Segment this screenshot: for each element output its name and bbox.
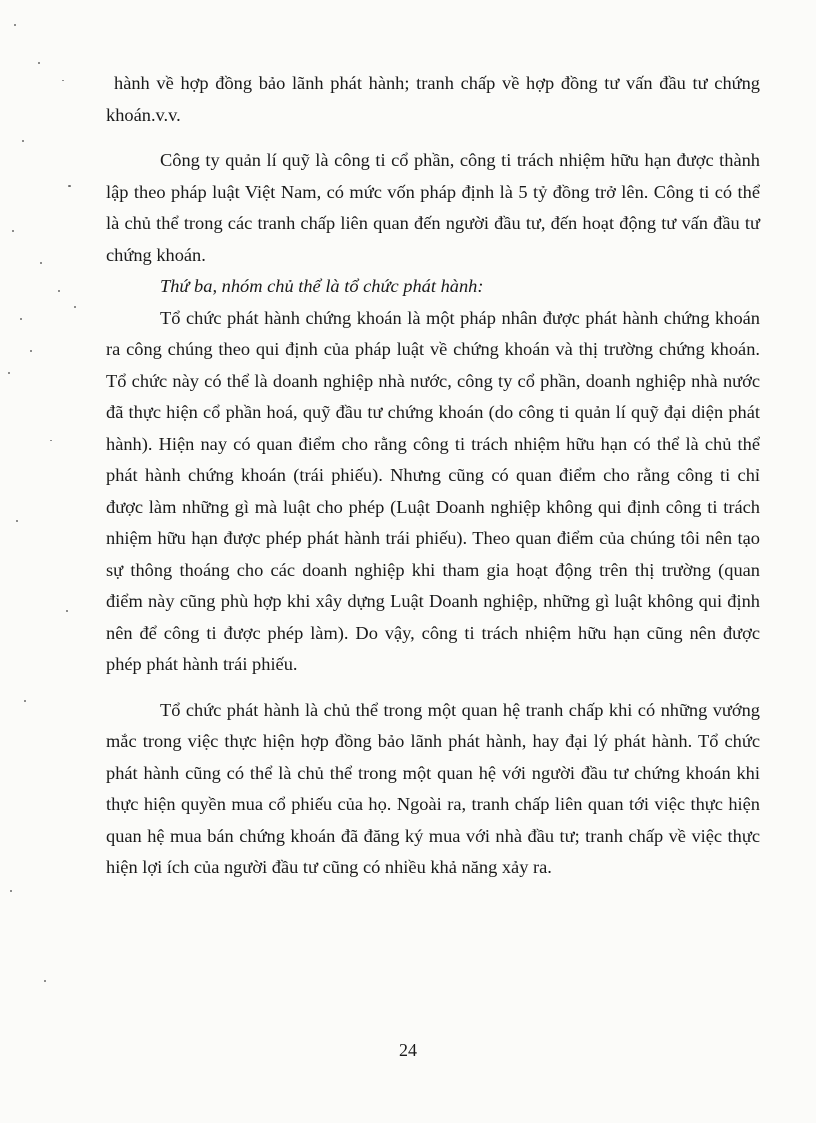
section-heading-issuers: Thứ ba, nhóm chủ thể là tổ chức phát hành: [160, 276, 484, 296]
paragraph-fund-management-company: Công ty quản lí quỹ là công ti cổ phần, công ti trách nhiệm hữu hạn được thành lập theo pháp luật Việt Nam, có mức vốn pháp định là 5 tỷ đồng trở lên. Công ti có thể là chủ thể trong các tranh chấp liên quan đến người đầu tư, đến hoạt động tư vấn đầu tư chứng khoán. [106, 150, 760, 265]
paragraph-issuer-disputes: Tổ chức phát hành là chủ thể trong một quan hệ tranh chấp khi có những vướng mắc trong việc thực hiện hợp đồng bảo lãnh phát hành, hay đại lý phát hành. Tổ chức phát hành cũng có thể là chủ thể trong một quan hệ với người đầu tư chứng khoán khi thực hiện quyền mua cổ phiếu của họ. Ngoài ra, tranh chấp liên quan tới việc thực hiện quan hệ mua bán chứng khoán đã đăng ký mua với nhà đầu tư; tranh chấp về việc thực hiện lợi ích của người đầu tư cũng có nhiều khả năng xảy ra. [106, 699, 760, 877]
paragraph-continuation: hành về hợp đồng bảo lãnh phát hành; tranh chấp về hợp đồng tư vấn đầu tư chứng khoán.v.v. [106, 73, 760, 125]
paragraph-issuer-definition: Tổ chức phát hành chứng khoán là một pháp nhân được phát hành chứng khoán ra công chúng theo qui định của pháp luật về chứng khoán và thị trường chứng khoán. Tổ chức này có thể là doanh nghiệp nhà nước, công ty cổ phần, doanh nghiệp nhà nước đã thực hiện cổ phần hoá, quỹ đầu tư chứng khoán (do công ti quản lí quỹ đại diện phát hành). Hiện nay có quan điểm cho rằng công ti trách nhiệm hữu hạn có thể là chủ thể phát hành chứng khoán (trái phiếu). Nhưng cũng có quan điểm cho rằng công ti chỉ được làm những gì mà luật cho phép (Luật Doanh nghiệp không qui định công ti trách nhiệm hữu hạn được phép phát hành trái phiếu). Theo quan điểm của chúng tôi nên tạo sự thông thoáng cho các doanh nghiệp khi tham gia hoạt động trên thị trường (quan điểm này cũng phù hợp khi xây dựng Luật Doanh nghiệp, những gì luật không qui định nên để công ti được phép làm). Do vậy, công ti trách nhiệm hữu hạn cũng nên được phép phát hành trái phiếu. [106, 307, 760, 674]
page-number: 24 [399, 1040, 417, 1060]
page-body [106, 68, 760, 884]
